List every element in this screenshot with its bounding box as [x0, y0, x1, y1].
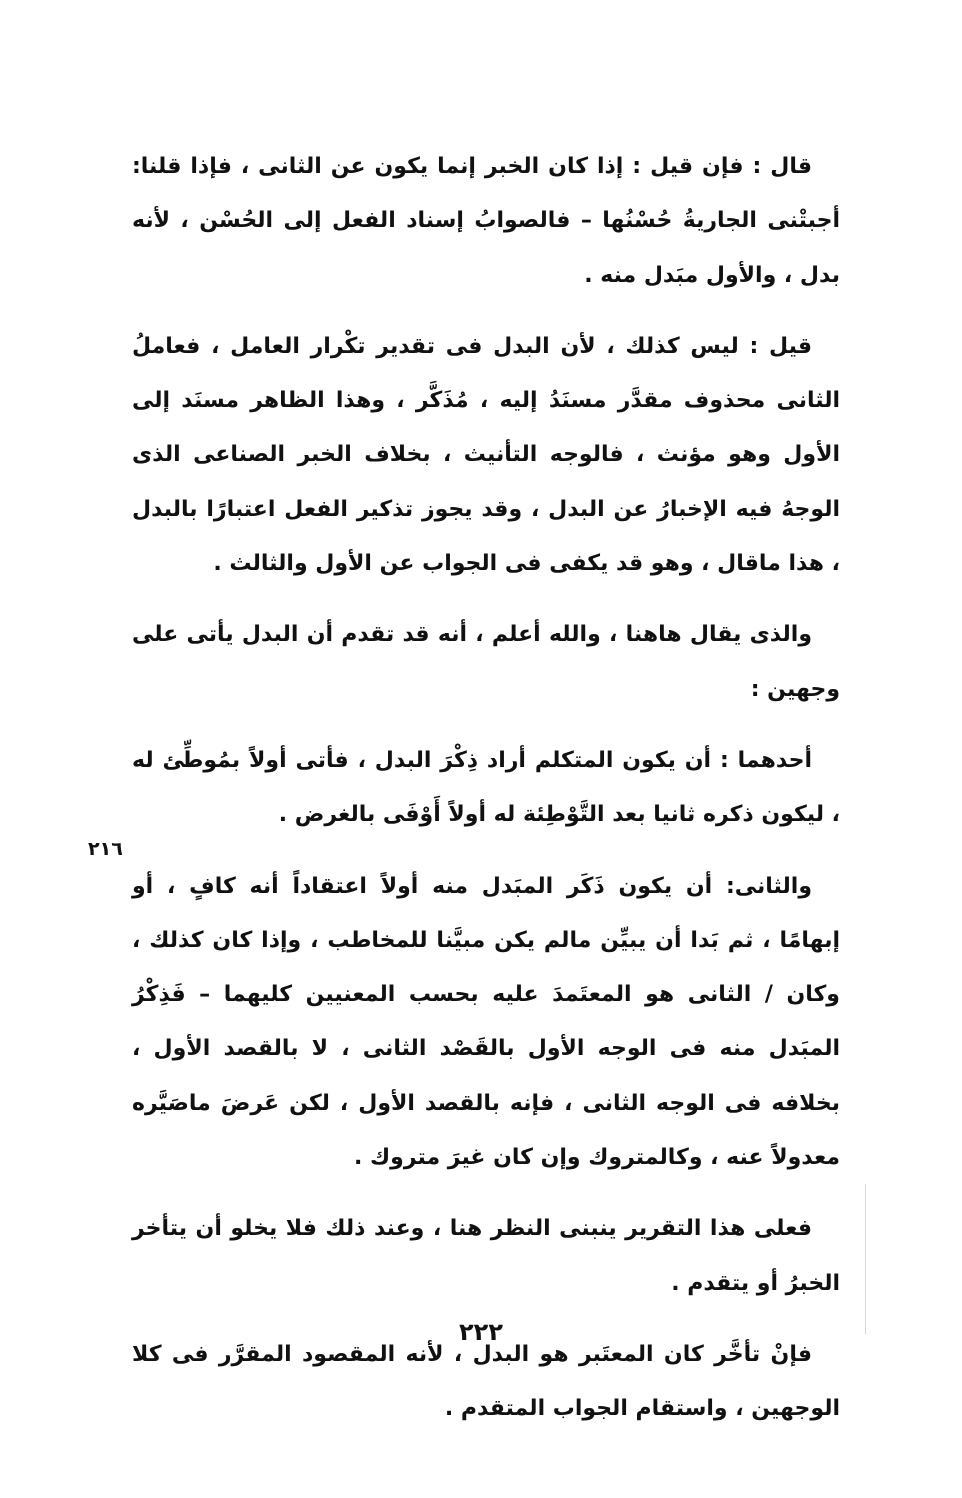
paragraph-2: قيل : ليس كذلك ، لأن البدل فى تقدير تكْرار العامل ، فعاملُ الثانى محذوف مقدَّر مسنَدُ إليه ، مُذَكَّر ، وهذا الظاهر مسنَد إلى الأول وهو مؤنث ، فالوجه التأنيث ، بخلاف الخبر الصناعى الذى الوجهُ فيه الإخبارُ عن البدل ، وقد يجوز تذكير الفعل اعتبارًا بالبدل ، هذا ماقال ، وهو قد يكفى فى الجواب عن الأول والثالث .: [132, 333, 840, 577]
body-text: [132, 140, 840, 1454]
paragraph-4: أحدهما : أن يكون المتكلم أراد ذِكْرَ البدل ، فأتى أولاً بمُوطِّئ له ، ليكون ذكره ثانيا بعد التَّوْطِئة له أولاً أَوْفَى بالغرض .: [132, 747, 840, 828]
page-number: ٢٢٢: [459, 1318, 503, 1346]
margin-page-reference: ٢١٦: [88, 838, 123, 860]
scan-edge-line: [865, 1184, 866, 1334]
paragraph-7: فإنْ تأخَّر كان المعتَبر هو البدل ، لأنه المقصود المقرَّر فى كلا الوجهين ، واستقام الجواب المتقدم .: [132, 1341, 840, 1422]
paragraph-5: والثانى: أن يكون ذَكَر المبَدل منه أولاً اعتقاداً أنه كافٍ ، أو إبهامًا ، ثم بَدا أن يبيِّن مالم يكن مبيَّنا للمخاطب ، وإذا كان كذلك ، وكان / الثانى هو المعتَمدَ عليه بحسب المعنيين كليهما – فَذِكْرُ المبَدل منه فى الوجه الأول بالقَصْد الثانى ، لا بالقصد الأول ، بخلافه فى الوجه الثانى ، فإنه بالقصد الأول ، لكن عَرضَ ماصَيَّره معدولاً عنه ، وكالمتروك وإن كان غيرَ متروك .: [132, 873, 840, 1171]
paragraph-6: فعلى هذا التقرير ينبنى النظر هنا ، وعند ذلك فلا يخلو أن يتأخر الخبرُ أو يتقدم .: [132, 1216, 840, 1296]
paragraph-3: والذى يقال هاهنا ، والله أعلم ، أنه قد تقدم أن البدل يأتى على وجهين :: [132, 622, 840, 702]
paragraph-1: قال : فإن قيل : إذا كان الخبر إنما يكون عن الثانى ، فإذا قلنا: أجبتْنى الجاريةُ حُسْنُها – فالصوابُ إسناد الفعل إلى الحُسْن ، لأنه بدل ، والأول مبَدل منه .: [132, 154, 840, 288]
